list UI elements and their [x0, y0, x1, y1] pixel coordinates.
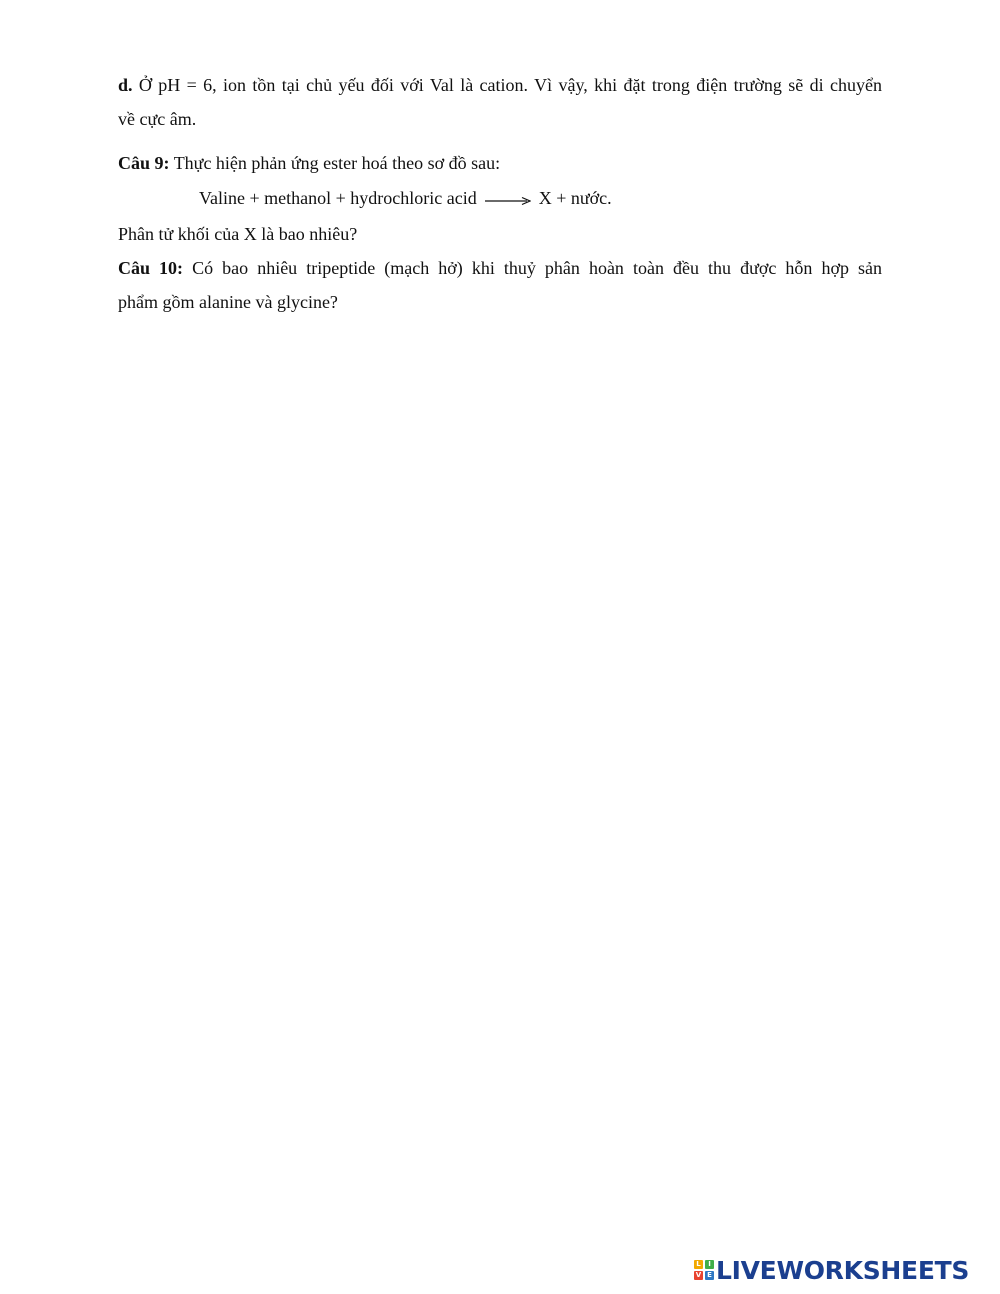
question-9-heading: [118, 151, 882, 175]
answer-d-label: d.: [118, 75, 133, 95]
answer-d-line-2: [118, 107, 882, 131]
answer-d-text-2: về cực âm.: [118, 109, 197, 129]
equation-products: X + nước.: [538, 188, 612, 208]
liveworksheets-logo: [694, 1256, 969, 1284]
question-9-label: Câu 9:: [118, 153, 170, 173]
equation-reactants: Valine + methanol + hydrochloric acid: [199, 188, 477, 208]
question-9-text: Thực hiện phản ứng ester hoá theo sơ đồ sau:: [169, 153, 501, 173]
question-10-line-1: [118, 256, 882, 280]
question-10-text-1: Có bao nhiêu tripeptide (mạch hở) khi thuỷ phân hoàn toàn đều thu được hỗn hợp sản: [183, 258, 883, 278]
logo-mark-e: E: [705, 1271, 714, 1280]
question-9-equation: [199, 186, 612, 212]
logo-mark-l: L: [694, 1260, 703, 1269]
logo-mark-i: I: [705, 1260, 714, 1269]
answer-d-text-1: Ở pH = 6, ion tồn tại chủ yếu đối với Val là cation. Vì vậy, khi đặt trong điện trường sẽ di chuyển: [132, 75, 882, 95]
reaction-arrow-icon: [485, 188, 531, 212]
question-10-line-2: [118, 290, 882, 314]
question-9-question: [118, 222, 882, 246]
question-10-text-2: phẩm gồm alanine và glycine?: [118, 292, 338, 312]
answer-d-line-1: [118, 73, 882, 97]
logo-mark-v: V: [695, 1271, 702, 1279]
logo-text: LIVEWORKSHEETS: [716, 1255, 970, 1285]
question-10-label: Câu 10:: [118, 258, 184, 278]
question-9-question-text: Phân tử khối của X là bao nhiêu?: [118, 224, 358, 244]
logo-mark-icon: [694, 1260, 714, 1280]
